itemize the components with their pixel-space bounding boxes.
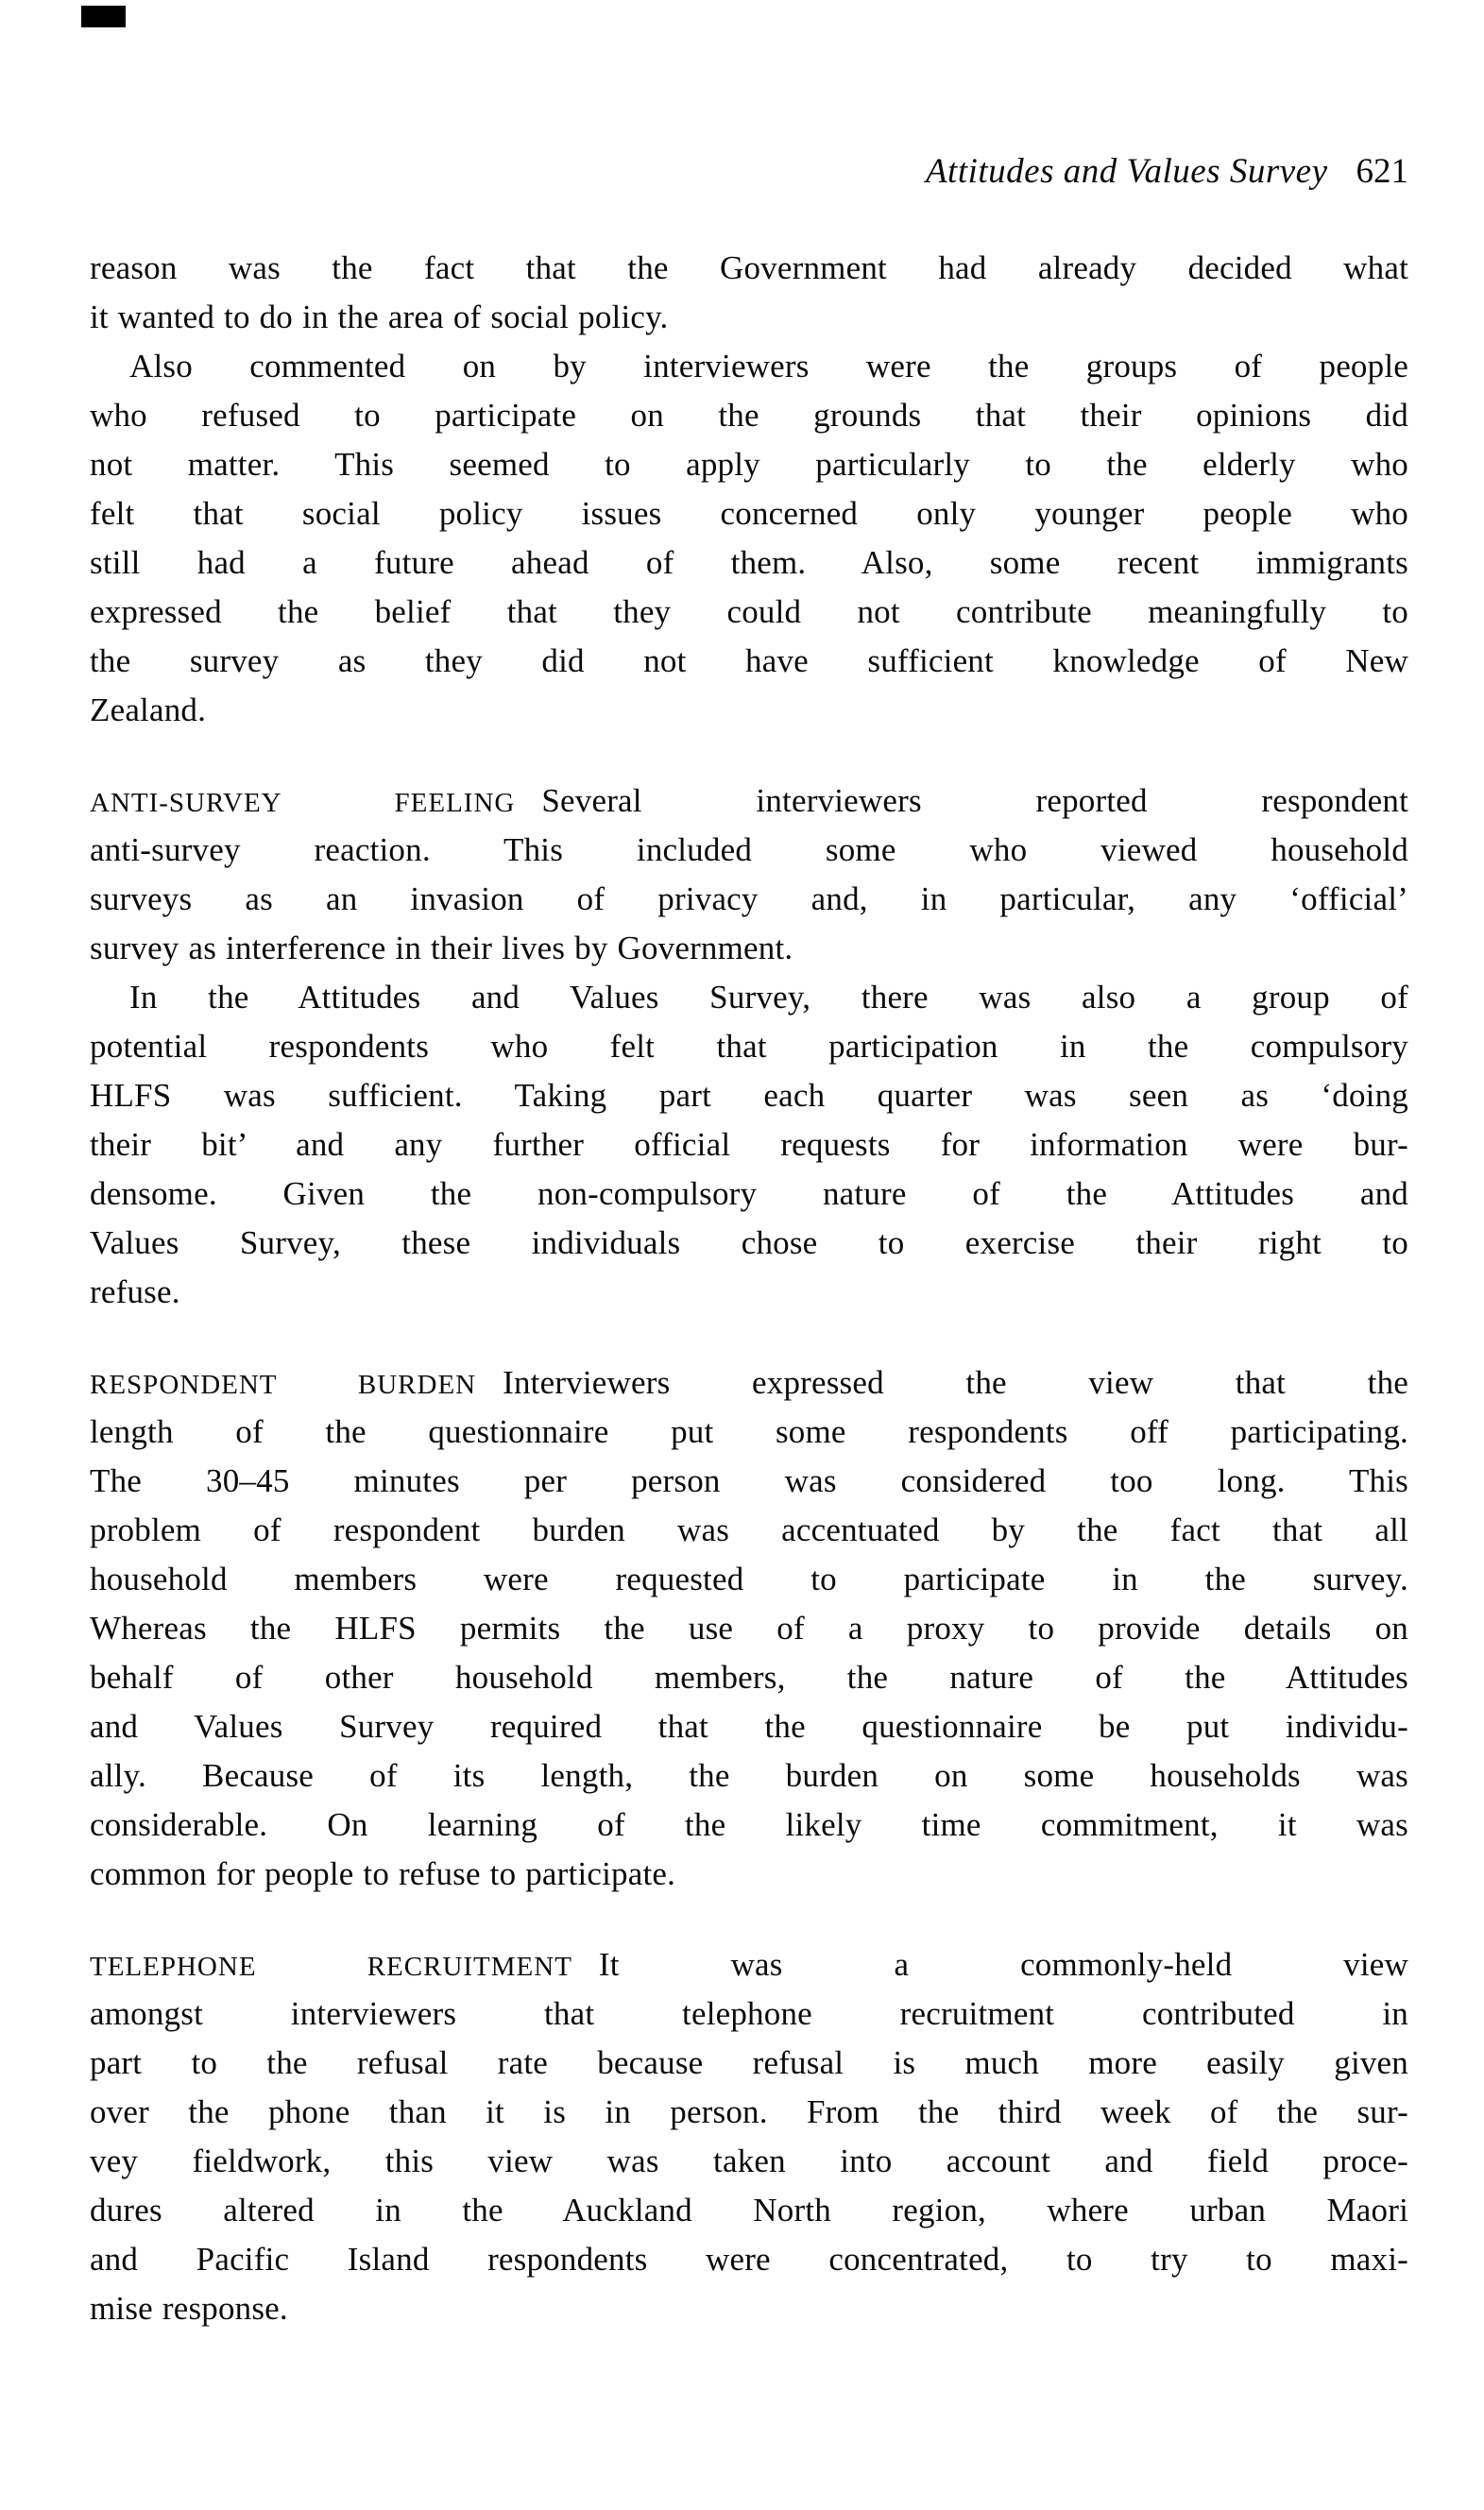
section-lead-text: It was a commonly-held view (598, 1946, 1408, 1983)
text-line: refuse. (90, 1273, 180, 1310)
paragraph (90, 342, 1408, 735)
text-line: problem of respondent burden was accentuated by the fact that all (90, 1511, 1408, 1548)
paragraph (90, 973, 1408, 1317)
text-line: expressed the belief that they could not contribute meaningfully to (90, 593, 1408, 630)
section-lead-text: Interviewers expressed the view that the (503, 1364, 1408, 1401)
text-line: surveys as an invasion of privacy and, in particular, any ‘official’ (90, 880, 1408, 917)
text-line: the survey as they did not have sufficient knowledge of New (90, 642, 1408, 679)
section-anti-survey-feeling (90, 777, 1408, 973)
text-line: length of the questionnaire put some respondents off participating. (90, 1413, 1408, 1450)
scan-artifact-mark (81, 6, 126, 27)
text-line: over the phone than it is in person. From the third week of the sur- (90, 2093, 1408, 2130)
section-telephone-recruitment (90, 1940, 1408, 2333)
text-line: their bit’ and any further official requests for information were bur- (90, 1126, 1408, 1163)
text-line (90, 777, 1408, 826)
text-line: Values Survey, these individuals chose to exercise their right to (90, 1224, 1408, 1261)
section-heading: ANTI-SURVEY FEELING (90, 788, 516, 818)
running-header-title: Attitudes and Values Survey (925, 152, 1328, 191)
text-line: vey fieldwork, this view was taken into account and field proce- (90, 2143, 1408, 2179)
text-line: household members were requested to participate in the survey. (90, 1561, 1408, 1597)
text-line: mise response. (90, 2290, 288, 2327)
text-line: survey as interference in their lives by Government. (90, 930, 793, 966)
text-line: HLFS was sufficient. Taking part each quarter was seen as ‘doing (90, 1077, 1408, 1114)
text-line: reason was the fact that the Government had already decided what (90, 249, 1408, 286)
section-lead-text: Several interviewers reported respondent (541, 782, 1408, 819)
page-number: 621 (1356, 152, 1408, 191)
text-line: and Values Survey required that the questionnaire be put individu- (90, 1708, 1408, 1745)
section-heading: TELEPHONE RECRUITMENT (90, 1952, 572, 1982)
paragraph-continuation (90, 244, 1408, 342)
section-heading: RESPONDENT BURDEN (90, 1370, 477, 1400)
running-header (90, 151, 1408, 193)
text-line: The 30–45 minutes per person was considered too long. This (90, 1462, 1408, 1499)
text-line: densome. Given the non-compulsory nature of the Attitudes and (90, 1175, 1408, 1212)
text-line: who refused to participate on the grounds that their opinions did (90, 397, 1408, 434)
text-line: and Pacific Island respondents were concentrated, to try to maxi- (90, 2241, 1408, 2278)
text-line: ally. Because of its length, the burden on some households was (90, 1757, 1408, 1794)
text-line (90, 1358, 1408, 1408)
text-line: Zealand. (90, 692, 207, 728)
text-line: felt that social policy issues concerned only younger people who (90, 495, 1408, 532)
text-line: considerable. On learning of the likely time commitment, it was (90, 1806, 1408, 1843)
text-line: behalf of other household members, the nature of the Attitudes (90, 1659, 1408, 1696)
text-line: In the Attitudes and Values Survey, there was also a group of (129, 979, 1408, 1016)
text-line: part to the refusal rate because refusal is much more easily given (90, 2044, 1408, 2081)
text-line: Also commented on by interviewers were the groups of people (129, 348, 1408, 384)
text-line: common for people to refuse to participate. (90, 1855, 676, 1892)
text-line: not matter. This seemed to apply particularly to the elderly who (90, 446, 1408, 483)
text-line (90, 1940, 1408, 1989)
text-line: it wanted to do in the area of social policy. (90, 299, 669, 335)
section-respondent-burden (90, 1358, 1408, 1899)
text-line: Whereas the HLFS permits the use of a proxy to provide details on (90, 1610, 1408, 1647)
text-line: still had a future ahead of them. Also, some recent immigrants (90, 544, 1408, 581)
text-block (90, 244, 1408, 2333)
text-line: amongst interviewers that telephone recruitment contributed in (90, 1995, 1408, 2032)
text-line: anti-survey reaction. This included some who viewed household (90, 831, 1408, 868)
text-line: potential respondents who felt that participation in the compulsory (90, 1028, 1408, 1065)
text-line: dures altered in the Auckland North region, where urban Maori (90, 2192, 1408, 2228)
